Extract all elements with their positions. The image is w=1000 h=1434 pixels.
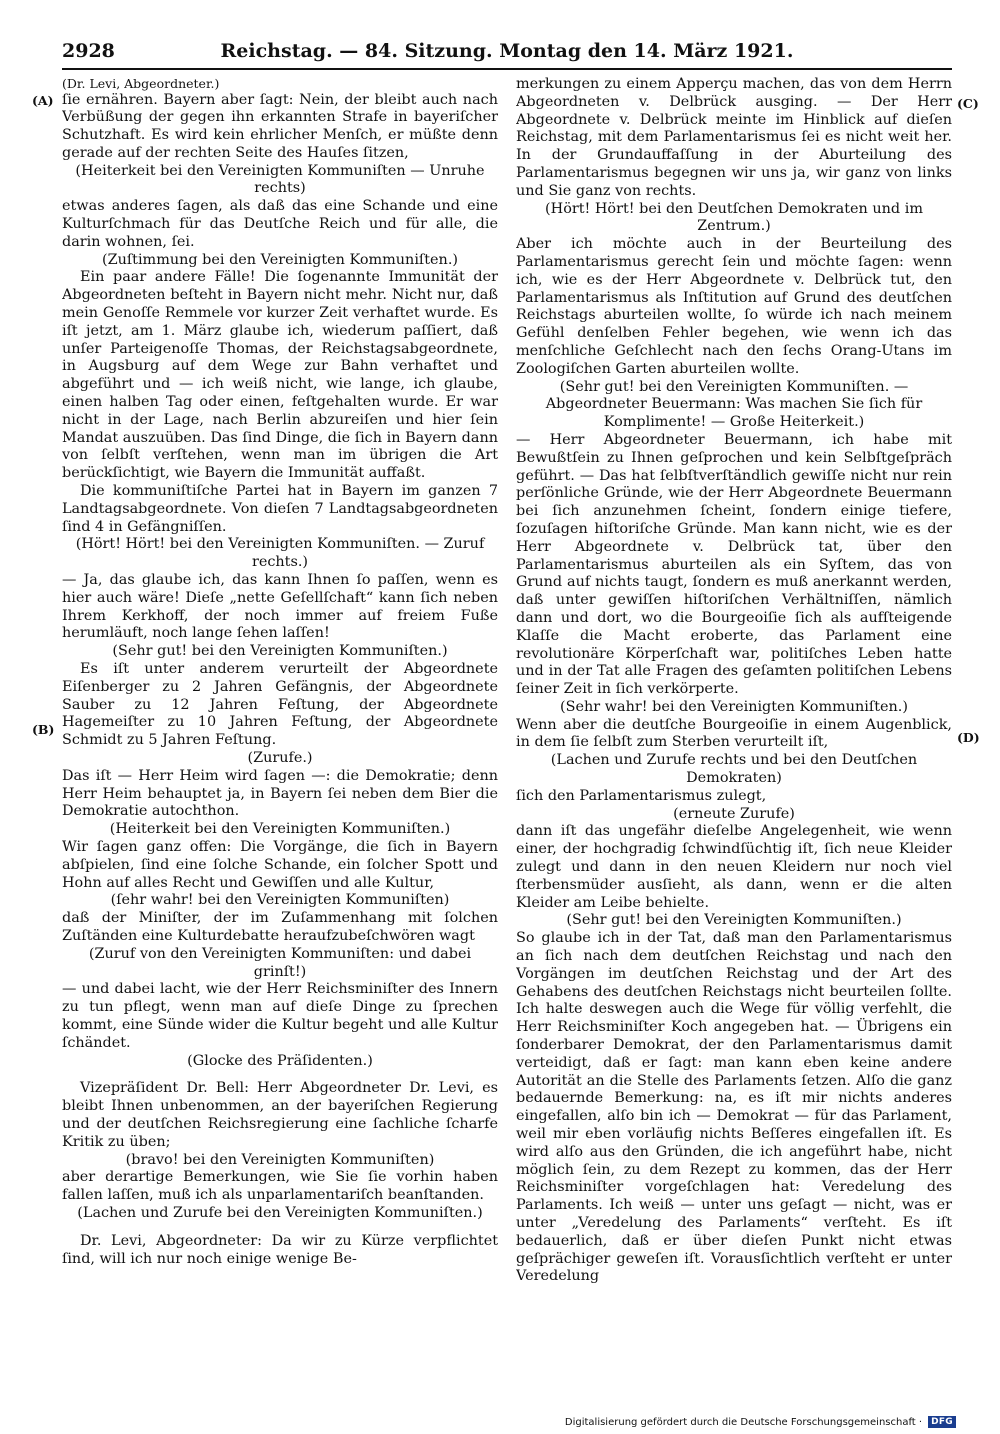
interjection: (Hört! Hört! bei den Vereinigten Kommuniſten. — Zuruf rechts.): [75, 536, 485, 571]
paragraph: daß der Miniſter, der im Zuſammenhang mit ſolchen Zuſtänden eine Kulturdebatte heraufzubeſchwören wagt: [62, 910, 498, 944]
page-number: 2928: [62, 40, 115, 62]
interjection: (Sehr wahr! bei den Vereinigten Kommuniſten.): [560, 698, 908, 715]
paragraph: Wir ſagen ganz offen: Die Vorgänge, die ſich in Bayern abſpielen, ſind eine ſolche Schande, ein ſolcher Spott und Hohn auf alles Recht und Gewiſſen und alle Kultur,: [62, 838, 498, 891]
paragraph: Wenn aber die deutſche Bourgeoiſie in einem Augenblick, in dem ſie ſelbſt zum Sterben verurteilt iſt,: [516, 716, 952, 751]
interjection: (bravo! bei den Vereinigten Kommuniſten): [125, 1151, 435, 1168]
paragraph: — Herr Abgeordneter Beuermann, ich habe mit Bewußtſein zu Ihnen geſprochen und kein Selbſtgeſpräch geführt. — Das hat ſelbſtverſtändlich gewiſſe nicht nur rein perſönliche Gründe, wie der Herr Abgeordnete Beuermann bei ſich anzunehmen ſcheint, ſondern einige tiefere, ſozuſagen hiſtoriſche Gründe. Man kann nicht, wie es der Herr Abgeordnete v. Delbrück tat, über den Parlamentarismus aburteilen als ein Syſtem, das von Grund auf nichts taugt, ſondern es muß anerkannt werden, daß unter gewiſſen hiſtoriſchen Verhältniſſen, nämlich dann und dort, wo die Bourgeoiſie ſich als aufſteigende Klaſſe die Macht eroberte, das Parlament eine revolutionäre Körperſchaft war, politiſches Leben hatte und in der Tat alle Fragen des geſamten politiſchen Lebens ſeiner Zeit in ſich verkörperte.: [516, 431, 952, 698]
paragraph: — und dabei lacht, wie der Herr Reichsminiſter des Innern zu tun pflegt, wenn man auf dieſe Dinge zu ſprechen kommt, eine Sünde wider die Kultur begeht und alle Kultur ſchändet.: [62, 981, 498, 1051]
margin-letter-d: (D): [957, 730, 980, 745]
interjection: (Hört! Hört! bei den Deutſchen Demokraten und im Zentrum.): [545, 200, 923, 235]
paragraph: ſich den Parlamentarismus zulegt,: [516, 787, 767, 804]
interjection: (Sehr gut! bei den Vereinigten Kommuniſten.): [566, 912, 902, 929]
interjection: (ſehr wahr! bei den Vereinigten Kommuniſten): [110, 892, 450, 909]
running-title: Reichstag. — 84. Sitzung. Montag den 14. März 1921.: [220, 40, 794, 62]
interjection: (Zurufe.): [247, 749, 313, 766]
interjection: (Zuſtimmung bei den Vereinigten Kommuniſten.): [101, 251, 459, 268]
interjection: (Heiterkeit bei den Vereinigten Kommuniſten — Unruhe rechts): [75, 162, 485, 197]
interjection: (Sehr gut! bei den Vereinigten Kommuniſten.): [112, 643, 448, 660]
paragraph: — Ja, das glaube ich, das kann Ihnen ſo paſſen, wenn es hier auch wäre! Dieſe „nette Geſellſchaft“ kann ſich neben Ihrem Kerkhoff, der noch immer auf freiem Fuße herumläuft, noch lange ſehen laſſen!: [62, 572, 498, 642]
paragraph: So glaube ich in der Tat, daß man den Parlamentarismus an ſich nach dem deutſchen Reichstag und nach den Vorgängen im deutſchen Reichstag und der Art des Gehabens des deutſchen Reichstags nicht beurteilen ſollte. Ich halte deswegen auch die Wege für völlig verfehlt, die Herr Reichsminiſter Koch angegeben hat. — Übrigens ein ſonderbarer Demokrat, der den Parlamentarismus damit verteidigt, daß er ſagt: man kann eben keine andere Autorität an die Stelle des Parlaments ſetzen. Alſo die ganz bedauernde Bemerkung: na, es iſt mir nichts anderes eingefallen, alſo bin ich — Demokrat — für das Parlament, weil mir eben vorläufig nichts Beſſeres eingefallen iſt. Es wird alſo aus den Gründen, die ich angeführt habe, nicht möglich ſein, zu dem Rezept zu kommen, das der Herr Reichsminiſter vorgeſchlagen hat: Veredelung des Parlaments. Ich weiß — unter uns geſagt — nicht, was er unter „Veredelung des Parlaments“ verſteht. Es iſt bedauerlich, daß er über dieſen Punkt nicht etwas geſprächiger geweſen iſt. Vorausſichtlich verſteht er unter Veredelung: [516, 930, 952, 1285]
funding-credit: Digitalisierung gefördert durch die Deutsche Forschungsgemeinschaft ·: [564, 1416, 923, 1428]
paragraph: Dr. Levi, Abgeordneter: Da wir zu Kürze verpflichtet ſind, will ich nur noch einige wenige Be-: [62, 1232, 498, 1267]
left-column: [62, 76, 498, 1366]
speaker-note: (Dr. Levi, Abgeordneter.): [62, 76, 220, 91]
paragraph: aber derartige Bemerkungen, wie Sie ſie vorhin haben fallen laſſen, muß ich als unparlamentariſch beanſtanden.: [62, 1169, 498, 1204]
paragraph: Aber ich möchte auch in der Beurteilung des Parlamentarismus gerecht ſein und möchte ſagen: wenn ich, wie es der Herr Abgeordnete v. Delbrück tut, den Parlamentarismus als Inſtitution auf Grund des deutſchen Reichstags aburteilen wollte, ſo würde ich nach meinem Gefühl denſelben Fehler begehen, wie wenn ich das menſchliche Geſchlecht nach den ſechs Orang-Utans im Zoologiſchen Garten aburteilen wollte.: [516, 236, 952, 377]
paragraph: Vizepräſident Dr. Bell: Herr Abgeordneter Dr. Levi, es bleibt Ihnen unbenommen, an der bayeriſchen Regierung und der deutſchen Reichsregierung eine ſachliche ſcharfe Kritik zu üben;: [62, 1080, 498, 1150]
paragraph: Es iſt unter anderem verurteilt der Abgeordnete Eiſenberger zu 2 Jahren Gefängnis, der Abgeordnete Sauber zu 12 Jahren Feſtung, der Abgeordnete Hagemeiſter zu 10 Jahren Feſtung, der Abgeordnete Schmidt zu 5 Jahren Feſtung.: [62, 661, 498, 749]
paragraph: Das iſt — Herr Heim wird ſagen —: die Demokratie; denn Herr Heim behauptet ja, in Bayern ſei neben dem Bier die Demokratie autochthon.: [62, 767, 498, 820]
interjection: (Lachen und Zurufe rechts und bei den Deutſchen Demokraten): [550, 752, 918, 787]
paragraph: Die kommuniſtiſche Partei hat in Bayern im ganzen 7 Landtagsabgeordnete. Von dieſen 7 Landtagsabgeordneten ſind 4 in Gefängniſſen.: [62, 483, 498, 535]
margin-letter-a: (A): [32, 93, 54, 108]
interjection: (Zuruf von den Vereinigten Kommuniſten: und dabei grinſt!): [88, 945, 472, 980]
interjection: (Heiterkeit bei den Vereinigten Kommuniſten.): [109, 821, 451, 838]
interjection: (erneute Zurufe): [673, 805, 795, 822]
paragraph: Ein paar andere Fälle! Die ſogenannte Immunität der Abgeordneten beſteht in Bayern nicht mehr. Nicht nur, daß mein Genoſſe Remmele vor kurzer Zeit verhaftet wurde. Es iſt jetzt, am 1. März glaube ich, wiederum paſſiert, daß unſer Parteigenoſſe Thomas, der Reichstagsabgeordnete, in Augsburg auf dem Wege zur Bahn verhaftet und abgeführt und — ich weiß nicht, wie lange, ich glaube, einen halben Tag oder einen, feſtgehalten wurde. Er war nicht in der Lage, nach Berlin abzureiſen und hier ſein Mandat auszuüben. Das ſind Dinge, die ſich in Bayern dann von ſelbſt verſtehen, wenn man im übrigen die Art berückſichtigt, wie Bayern die Immunität auffaßt.: [62, 269, 498, 482]
interjection: (Lachen und Zurufe bei den Vereinigten Kommuniſten.): [77, 1204, 483, 1221]
paragraph: merkungen zu einem Apperçu machen, das von dem Herrn Abgeordneten v. Delbrück ausging. — Der Herr Abgeordnete v. Delbrück meinte im Hinblick auf dieſen Reichstag, mit dem Parlamentarismus ſei es nicht weit her. In der Grundauffaſſung in der Aburteilung des Parlamentarismus begegnen wir uns ja, wir ganz von links und Sie ganz von rechts.: [516, 76, 952, 199]
digitization-footer: [565, 1416, 956, 1428]
right-column: [516, 76, 952, 1366]
running-header: [62, 40, 952, 70]
paragraph: ſie ernähren. Bayern aber ſagt: Nein, der bleibt auch nach Verbüßung der gegen ihn erkannten Strafe in bayeriſcher Schutzhaft. Es wird kein ehrlicher Menſch, er müßte denn gerade auf der rechten Seite des Hauſes ſitzen,: [62, 91, 498, 161]
interjection: (Glocke des Präſidenten.): [187, 1052, 373, 1069]
margin-letter-c: (C): [957, 96, 979, 111]
margin-letter-b: (B): [32, 722, 55, 737]
paragraph: etwas anderes ſagen, als daß das eine Schande und eine Kulturſchmach für das Deutſche Reich und für alle, die darin wohnen, ſei.: [62, 198, 498, 250]
text-columns: [62, 76, 952, 1366]
paragraph: dann iſt das ungefähr dieſelbe Angelegenheit, wie wenn einer, der hochgradig ſchwindſüchtig iſt, ſich neue Kleider zulegt und dann in den neuen Kleidern nur noch viel ſterbensmüder ausſieht, als dann, wenn er die alten Kleider am Leibe behielte.: [516, 823, 952, 911]
interjection: (Sehr gut! bei den Vereinigten Kommuniſten. — Abgeordneter Beuermann: Was machen Sie ſich für Komplimente! — Große Heiterkeit.): [545, 378, 923, 431]
dfg-logo-icon: DFG: [928, 1416, 956, 1428]
